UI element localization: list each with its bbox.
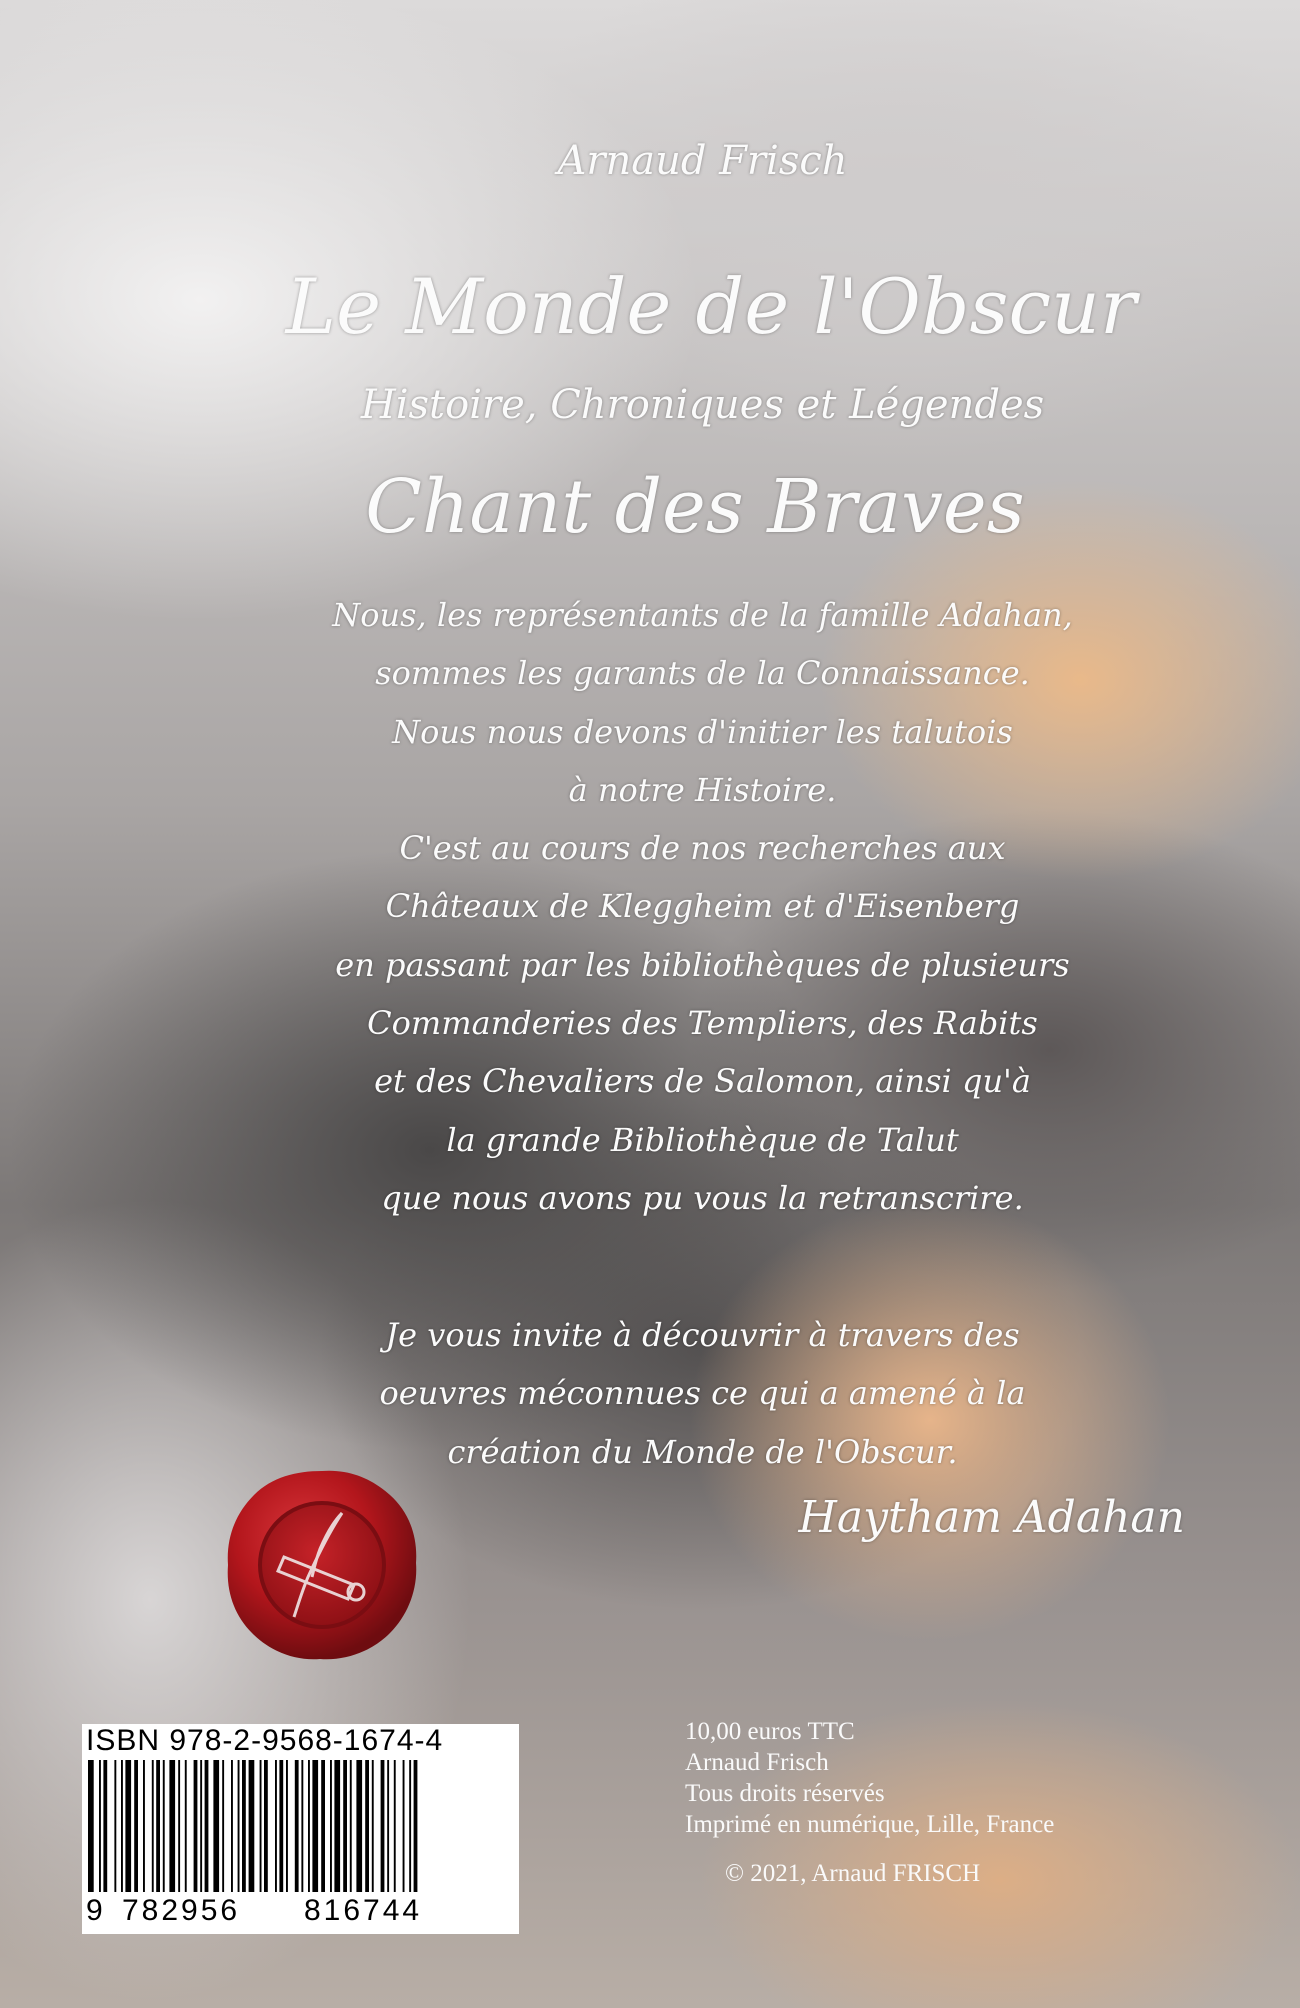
publishing-info	[685, 1716, 1054, 1840]
barcode-bar	[286, 1760, 288, 1892]
wax-seal-icon	[222, 1465, 422, 1665]
blurb-line: C'est au cours de nos recherches aux	[399, 829, 1006, 868]
barcode-bar	[238, 1760, 240, 1892]
isbn-barcode	[82, 1724, 519, 1934]
blurb-line: Je vous invite à découvrir à travers des	[385, 1316, 1020, 1354]
barcode-bar	[260, 1760, 262, 1892]
book-title: Chant des Braves	[365, 464, 1025, 550]
barcode-bar	[372, 1760, 374, 1892]
series-subtitle: Histoire, Chroniques et Légendes	[360, 382, 1045, 428]
barcode-bar	[275, 1760, 277, 1892]
blurb-line: et des Chevaliers de Salomon, ainsi qu'à	[374, 1062, 1031, 1101]
barcode-bar	[414, 1760, 418, 1892]
barcode-bar	[403, 1760, 405, 1892]
copyright: © 2021, Arnaud FRISCH	[725, 1860, 981, 1887]
barcode-bar	[387, 1760, 389, 1892]
blurb-line: en passant par les bibliothèques de plusieurs	[335, 945, 1070, 984]
series-title: Le Monde de l'Obscur	[285, 262, 1137, 351]
barcode-bar	[169, 1760, 175, 1892]
barcode-bar	[205, 1760, 209, 1892]
barcode-bar	[409, 1760, 411, 1892]
barcode-bar	[194, 1760, 198, 1892]
publisher: Arnaud Frisch	[685, 1749, 829, 1776]
blurb-paragraph-2	[0, 1306, 1300, 1481]
barcode-bar	[185, 1760, 187, 1892]
barcode-bar	[222, 1760, 224, 1892]
barcode-bar	[312, 1760, 318, 1892]
barcode-bar	[381, 1760, 385, 1892]
barcode-bar	[152, 1760, 154, 1892]
barcode-bars	[82, 1760, 519, 1900]
barcode-bar	[103, 1760, 107, 1892]
barcode-digits-left: 782956	[122, 1894, 241, 1927]
blurb-line: sommes les garants de la Connaissance.	[375, 654, 1030, 693]
barcode-digits-right: 816744	[304, 1894, 423, 1927]
barcode-bar	[308, 1760, 310, 1892]
blurb-line: la grande Bibliothèque de Talut	[446, 1120, 959, 1159]
barcode-bar	[295, 1760, 299, 1892]
barcode-bar	[321, 1760, 325, 1892]
barcode-bar	[231, 1760, 233, 1892]
printing-location: Imprimé en numérique, Lille, France	[685, 1811, 1055, 1838]
barcode-bar	[279, 1760, 283, 1892]
barcode-bar	[356, 1760, 362, 1892]
barcode-bar	[394, 1760, 396, 1892]
barcode-bar	[143, 1760, 145, 1892]
barcode-digit-first: 9	[86, 1894, 103, 1927]
barcode-bar	[121, 1760, 123, 1892]
barcode-bar	[163, 1760, 165, 1892]
rights: Tous droits réservés	[685, 1780, 885, 1807]
isbn-label: ISBN 978-2-9568-1674-4	[86, 1724, 444, 1757]
barcode-bar	[134, 1760, 138, 1892]
signature: Haytham Adahan	[798, 1492, 1185, 1543]
barcode-bar	[350, 1760, 352, 1892]
barcode-bar	[114, 1760, 116, 1892]
barcode-bar	[242, 1760, 246, 1892]
blurb-line: Nous, les représentants de la famille Adahan,	[332, 596, 1073, 634]
blurb-line: Commanderies des Templiers, des Rabits	[367, 1004, 1038, 1043]
blurb-line: que nous avons pu vous la retranscrire.	[381, 1178, 1024, 1217]
barcode-bar	[330, 1760, 332, 1892]
barcode-bar	[178, 1760, 180, 1892]
barcode-bar	[200, 1760, 202, 1892]
barcode-bar	[301, 1760, 303, 1892]
blurb-line: à notre Histoire.	[568, 770, 837, 809]
barcode-bar	[125, 1760, 131, 1892]
barcode-bar	[343, 1760, 347, 1892]
blurb-line: oeuvres méconnues ce qui a amené à la	[379, 1374, 1026, 1413]
barcode-bar	[264, 1760, 268, 1892]
barcode-bar	[249, 1760, 255, 1892]
barcode-bar	[88, 1760, 94, 1892]
blurb-line: Châteaux de Kleggheim et d'Eisenberg	[385, 887, 1020, 926]
author-name: Arnaud Frisch	[557, 138, 848, 184]
blurb-paragraph-1	[0, 586, 1300, 1227]
price: 10,00 euros TTC	[685, 1718, 855, 1745]
barcode-bar	[365, 1760, 369, 1892]
barcode-bar	[213, 1760, 219, 1892]
blurb-line: création du Monde de l'Obscur.	[447, 1432, 958, 1471]
blurb-line: Nous nous devons d'initier les talutois	[392, 712, 1013, 751]
barcode-bar	[99, 1760, 101, 1892]
barcode-bar	[156, 1760, 160, 1892]
barcode-bar	[334, 1760, 340, 1892]
